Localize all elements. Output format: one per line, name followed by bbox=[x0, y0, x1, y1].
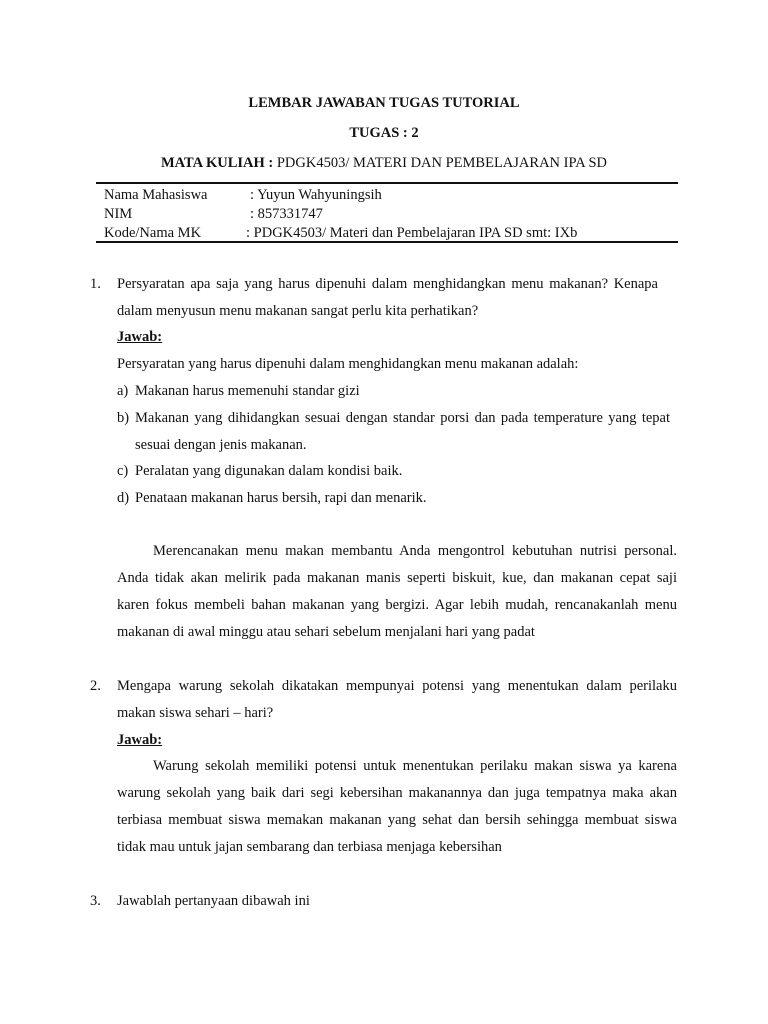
student-identity-box bbox=[96, 182, 678, 243]
list-item: Penataan makanan harus bersih, rapi dan menarik. bbox=[135, 490, 427, 506]
question-number: 3. bbox=[90, 893, 101, 909]
document-title: LEMBAR JAWABAN TUGAS TUTORIAL bbox=[248, 95, 520, 111]
answer-paragraph-line: warung sekolah yang baik dari segi kebersihan makanannya dan juga tempatnya maka akan bbox=[117, 785, 677, 801]
question-text: Mengapa warung sekolah dikatakan mempunyai potensi yang menentukan dalam perilaku bbox=[117, 678, 677, 694]
question-text: Jawablah pertanyaan dibawah ini bbox=[117, 893, 310, 909]
course-value: PDGK4503/ MATERI DAN PEMBELAJARAN IPA SD bbox=[273, 155, 608, 171]
answer-paragraph-line: terbiasa membuat siswa memakan makanan yang sehat dan bersih sehingga membuat siswa bbox=[117, 812, 677, 828]
question-text: Persyaratan apa saja yang harus dipenuhi dalam menghidangkan menu makanan? Kenapa bbox=[117, 276, 658, 292]
question-number: 2. bbox=[90, 678, 101, 694]
identity-value: : PDGK4503/ Materi dan Pembelajaran IPA SD smt: IXb bbox=[246, 225, 578, 241]
course-line bbox=[0, 154, 768, 172]
list-marker: c) bbox=[117, 463, 129, 479]
identity-value: : Yuyun Wahyuningsih bbox=[250, 187, 382, 203]
course-label: MATA KULIAH : bbox=[160, 155, 274, 171]
answer-paragraph-line: tidak mau untuk jajan sembarang dan terbiasa menjaga kebersihan bbox=[117, 839, 502, 855]
answer-paragraph-line: makanan di awal minggu atau sehari sebelum menjalani hari yang padat bbox=[117, 624, 535, 640]
list-item-continuation: sesuai dengan jenis makanan. bbox=[135, 437, 307, 453]
list-marker: a) bbox=[117, 383, 129, 399]
identity-label: Nama Mahasiswa bbox=[104, 187, 208, 203]
list-item: Peralatan yang digunakan dalam kondisi baik. bbox=[135, 463, 403, 479]
list-item: Makanan harus memenuhi standar gizi bbox=[135, 383, 360, 399]
answer-paragraph-line: Anda tidak akan melirik pada makanan manis seperti biskuit, kue, dan makanan cepat saji bbox=[117, 570, 677, 586]
list-marker: b) bbox=[117, 410, 130, 426]
identity-label: NIM bbox=[104, 206, 133, 222]
answer-paragraph-line: karen fokus membeli bahan makanan yang bergizi. Agar lebih mudah, rencanakanlah menu bbox=[117, 597, 677, 613]
question-number: 1. bbox=[90, 276, 101, 292]
list-marker: d) bbox=[117, 490, 130, 506]
question-text: dalam menyusun menu makanan sangat perlu kita perhatikan? bbox=[117, 303, 479, 319]
question-text: makan siswa sehari – hari? bbox=[117, 705, 274, 721]
answer-heading: Jawab: bbox=[117, 732, 163, 748]
assignment-number: TUGAS : 2 bbox=[349, 125, 419, 141]
identity-value: : 857331747 bbox=[250, 206, 323, 222]
answer-intro: Persyaratan yang harus dipenuhi dalam menghidangkan menu makanan adalah: bbox=[117, 356, 579, 372]
list-item: Makanan yang dihidangkan sesuai dengan standar porsi dan pada temperature yang tepat bbox=[135, 410, 670, 426]
answer-heading: Jawab: bbox=[117, 329, 163, 345]
answer-paragraph-line: Merencanakan menu makan membantu Anda mengontrol kebutuhan nutrisi personal. bbox=[153, 543, 677, 559]
identity-label: Kode/Nama MK bbox=[104, 225, 202, 241]
answer-paragraph-line: Warung sekolah memiliki potensi untuk menentukan perilaku makan siswa ya karena bbox=[153, 758, 677, 774]
